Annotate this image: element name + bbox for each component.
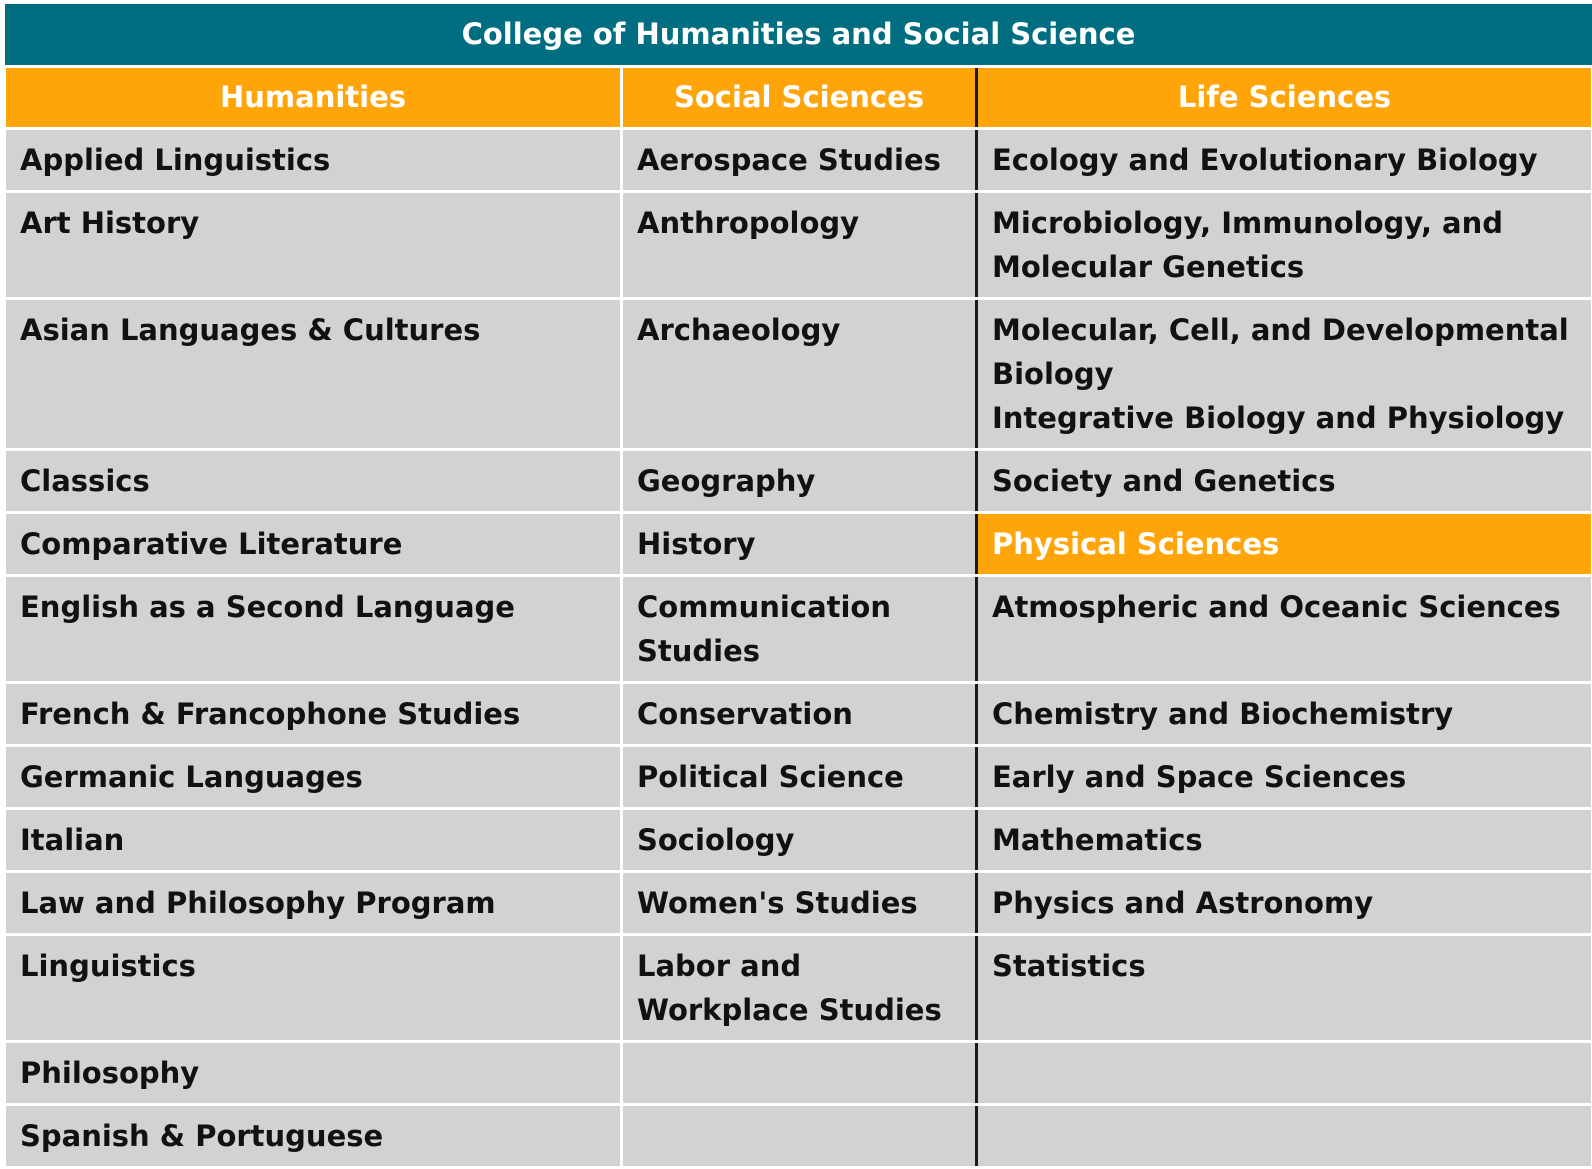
table-row xyxy=(5,808,1592,871)
table-row xyxy=(5,1104,1592,1167)
life-sciences-cell xyxy=(977,298,1592,449)
humanities-cell: French & Francophone Studies xyxy=(5,682,622,745)
humanities-cell: Spanish & Portuguese xyxy=(5,1104,622,1167)
humanities-cell: Comparative Literature xyxy=(5,512,622,575)
table-row xyxy=(5,745,1592,808)
humanities-cell: Classics xyxy=(5,449,622,512)
table-row xyxy=(5,512,1592,575)
humanities-cell: Asian Languages & Cultures xyxy=(5,298,622,449)
table-row xyxy=(5,871,1592,934)
life-sciences-cell: Microbiology, Immunology, and Molecular Genetics xyxy=(977,191,1592,298)
social-sciences-cell: Archaeology xyxy=(622,298,977,449)
social-sciences-cell: Labor and Workplace Studies xyxy=(622,934,977,1041)
physical-sciences-cell: Physics and Astronomy xyxy=(977,871,1592,934)
physical-sciences-cell: Statistics xyxy=(977,934,1592,1041)
humanities-cell: Philosophy xyxy=(5,1041,622,1104)
department-table-container xyxy=(3,4,1591,1169)
table-row xyxy=(5,575,1592,682)
table-row xyxy=(5,191,1592,298)
physical-sciences-cell: Mathematics xyxy=(977,808,1592,871)
humanities-cell: English as a Second Language xyxy=(5,575,622,682)
humanities-cell: Applied Linguistics xyxy=(5,128,622,191)
social-sciences-cell: Communication Studies xyxy=(622,575,977,682)
empty-cell xyxy=(622,1104,977,1167)
life-sciences-item: Integrative Biology and Physiology xyxy=(992,396,1579,440)
header-physical-sciences: Physical Sciences xyxy=(977,512,1592,575)
social-sciences-cell: Political Science xyxy=(622,745,977,808)
social-sciences-cell: History xyxy=(622,512,977,575)
life-sciences-item: Molecular, Cell, and Developmental Biology xyxy=(992,308,1579,396)
social-sciences-cell: Sociology xyxy=(622,808,977,871)
table-title: College of Humanities and Social Science xyxy=(5,4,1592,66)
department-table xyxy=(3,4,1592,1169)
social-sciences-cell: Geography xyxy=(622,449,977,512)
table-row xyxy=(5,1041,1592,1104)
humanities-cell: Law and Philosophy Program xyxy=(5,871,622,934)
table-row xyxy=(5,449,1592,512)
table-row xyxy=(5,298,1592,449)
empty-cell xyxy=(977,1104,1592,1167)
physical-sciences-cell: Early and Space Sciences xyxy=(977,745,1592,808)
header-humanities: Humanities xyxy=(5,66,622,128)
physical-sciences-cell: Atmospheric and Oceanic Sciences xyxy=(977,575,1592,682)
social-sciences-cell: Women's Studies xyxy=(622,871,977,934)
header-social-sciences: Social Sciences xyxy=(622,66,977,128)
header-life-sciences: Life Sciences xyxy=(977,66,1592,128)
humanities-cell: Linguistics xyxy=(5,934,622,1041)
physical-sciences-cell: Chemistry and Biochemistry xyxy=(977,682,1592,745)
life-sciences-cell: Ecology and Evolutionary Biology xyxy=(977,128,1592,191)
table-row xyxy=(5,128,1592,191)
humanities-cell: Art History xyxy=(5,191,622,298)
social-sciences-cell: Aerospace Studies xyxy=(622,128,977,191)
empty-cell xyxy=(977,1041,1592,1104)
humanities-cell: Italian xyxy=(5,808,622,871)
table-row xyxy=(5,682,1592,745)
social-sciences-cell: Anthropology xyxy=(622,191,977,298)
life-sciences-cell: Society and Genetics xyxy=(977,449,1592,512)
empty-cell xyxy=(622,1041,977,1104)
social-sciences-cell: Conservation xyxy=(622,682,977,745)
humanities-cell: Germanic Languages xyxy=(5,745,622,808)
table-row xyxy=(5,934,1592,1041)
